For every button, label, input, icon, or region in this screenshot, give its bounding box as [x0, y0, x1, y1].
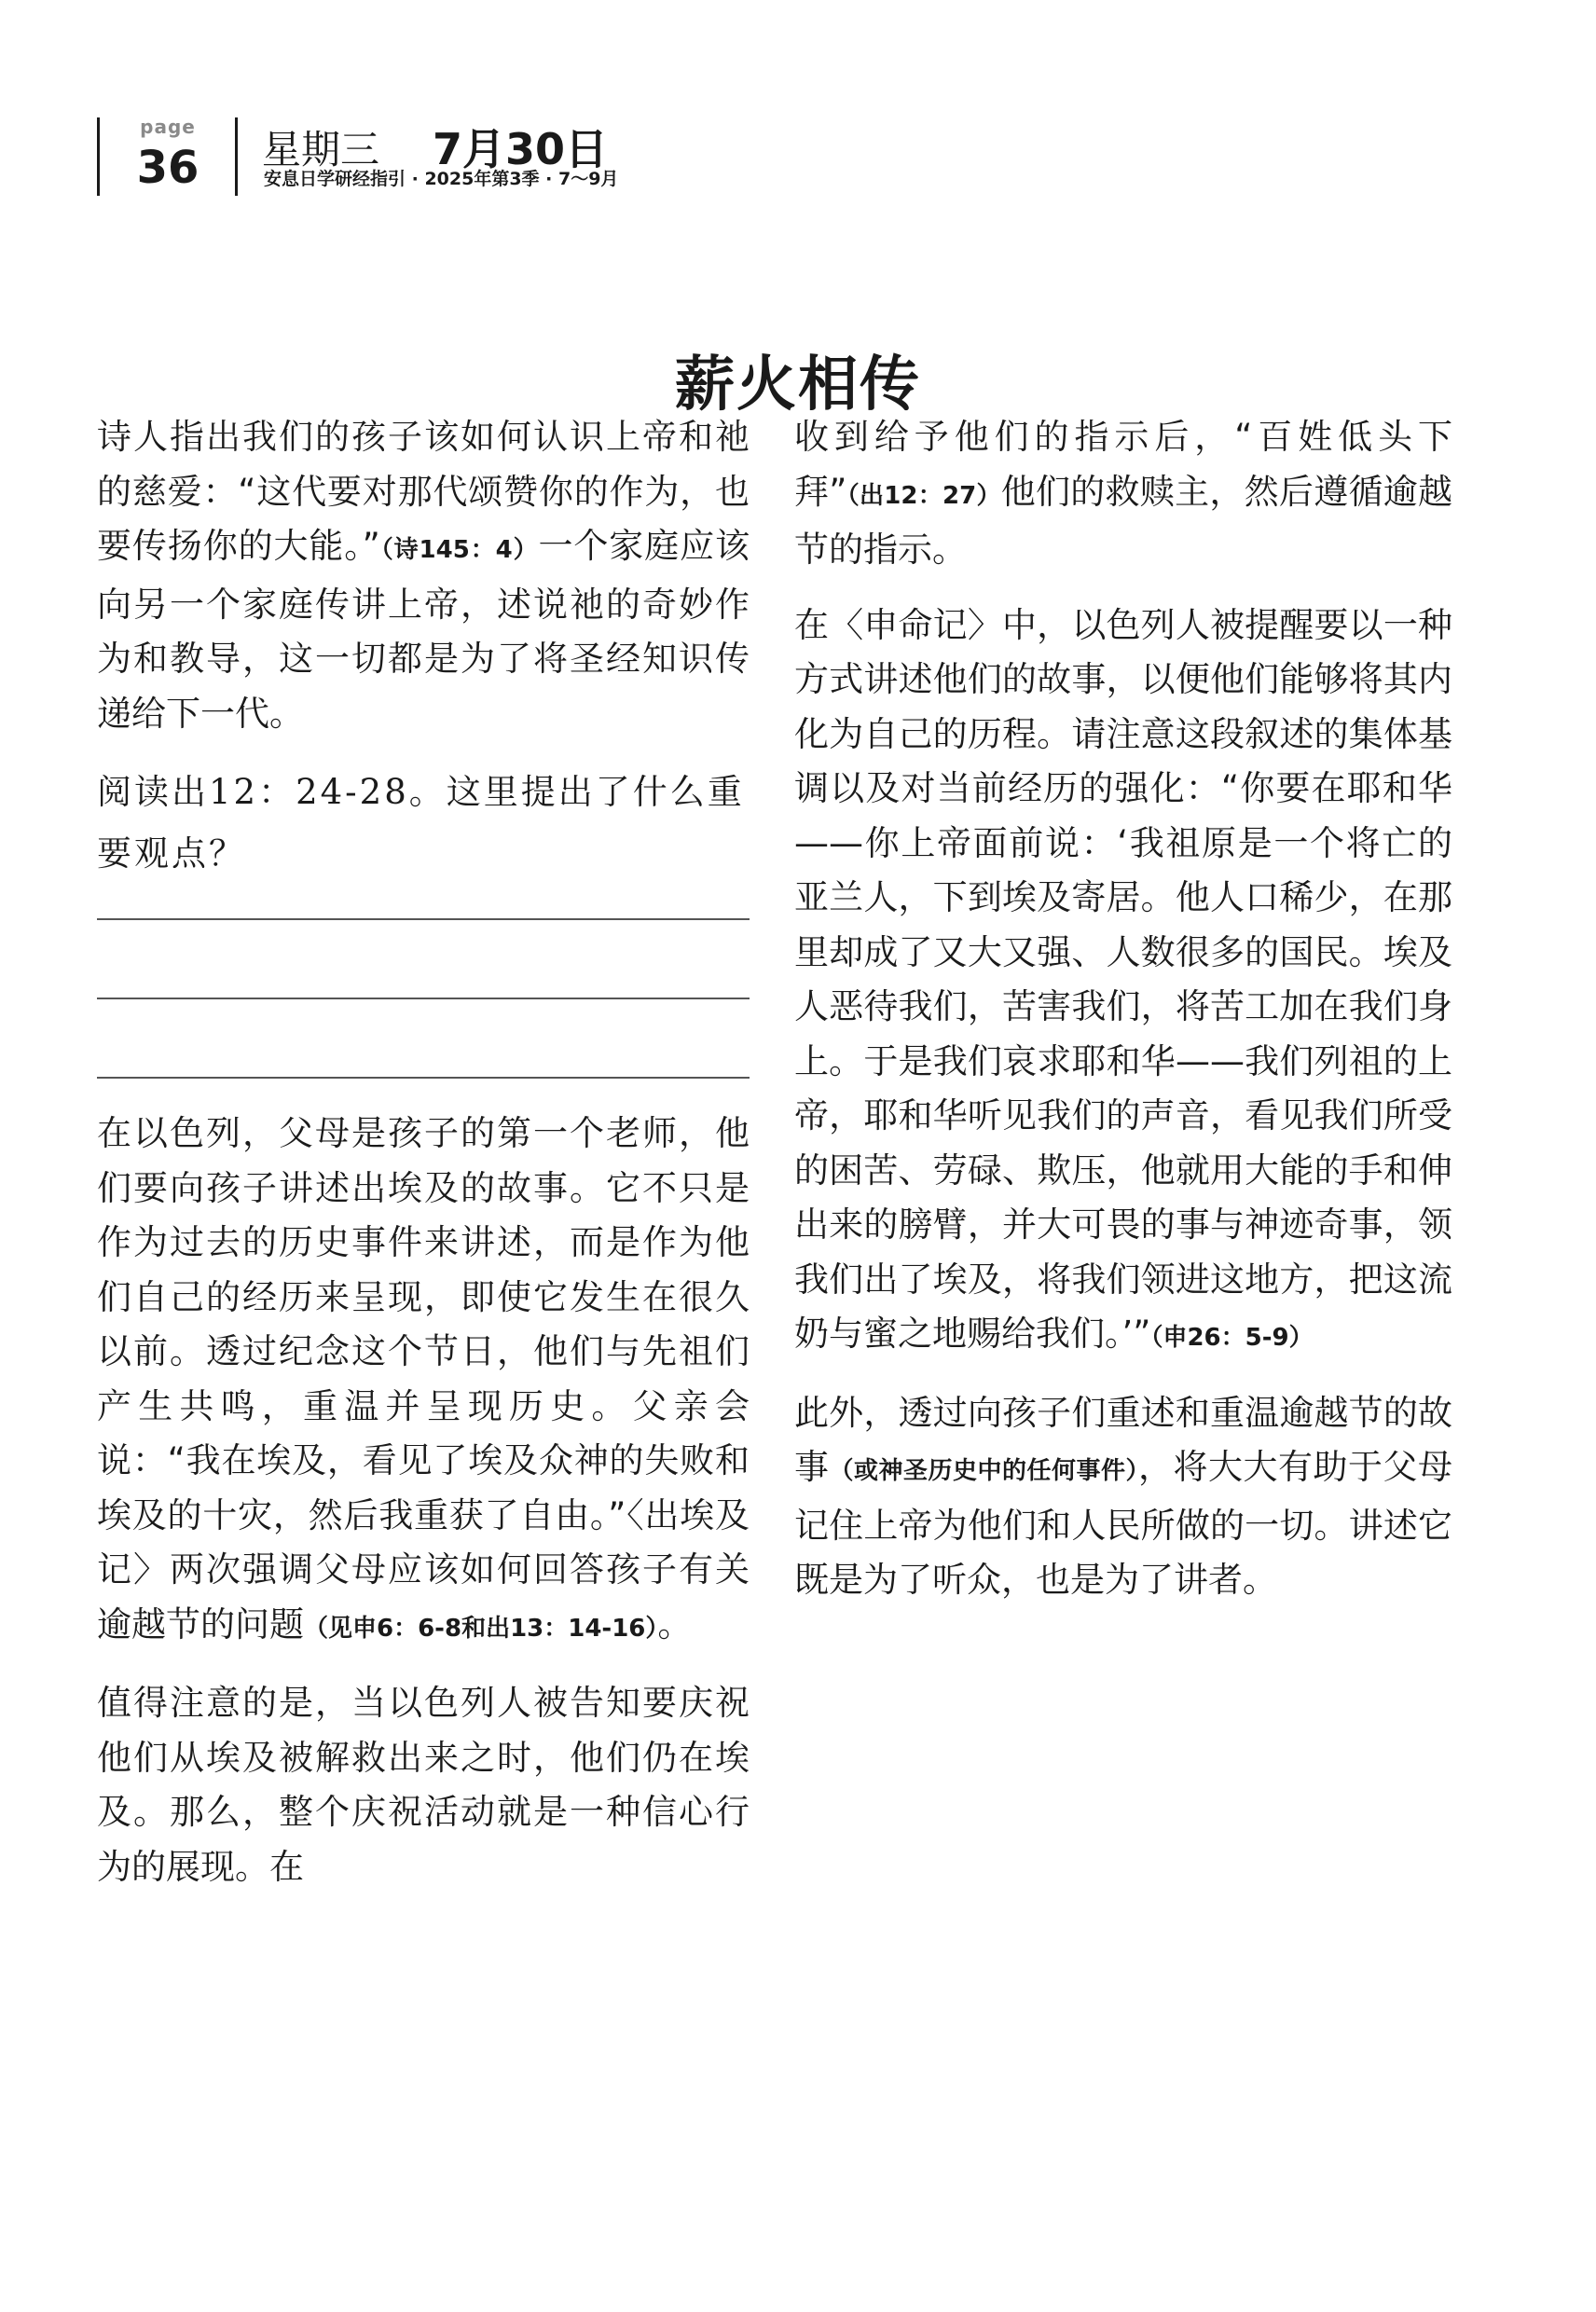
- page-title: 薪火相传: [675, 349, 921, 420]
- header-divider-mid: [235, 117, 238, 196]
- page-number: 36: [136, 142, 200, 194]
- paragraph-text: 在以色列，父母是孩子的第一个老师，他们要向孩子讲述出埃及的故事。它不只是作为过去的历史事件来讲述，而是作为他们自己的经历来呈现，即使它发生在很久以前。透过纪念这个节日，他们与先祖们产生共鸣，重温并呈现历史。父亲会说：“我在埃及，看见了埃及众神的失败和埃及的十灾，然后我重获了自由。”〈出埃及记〉两次强调父母应该如何回答孩子有关逾越节的问题: [97, 1113, 750, 1645]
- scripture-reference: （诗145：4）: [379, 536, 539, 564]
- paragraph-text: 值得注意的是，当以色列人被告知要庆祝他们从埃及被解救出来之时，他们仍在埃及。那么，整个庆祝活动就是一种信心行为的展现。在: [97, 1683, 750, 1887]
- right-column: [794, 410, 1452, 1629]
- paragraph-text: 一个家庭应该向另一个家庭传讲上帝，述说祂的奇妙作为和教导，这一切都是为了将圣经知识传递给下一代。: [97, 526, 750, 734]
- weekday: 星期三: [262, 127, 380, 172]
- paragraph-text: ，将大大有助于父母记住上帝为他们和人民所做的一切。讲述它既是为了听众，也是为了讲者。: [794, 1447, 1452, 1600]
- paragraph-6: [794, 1386, 1452, 1608]
- study-question: 阅读出12：24-28。这里提出了什么重要观点？: [97, 772, 745, 874]
- paragraph-2: [97, 1107, 750, 1656]
- paragraph-5: [794, 599, 1452, 1366]
- answer-line[interactable]: [97, 1077, 750, 1079]
- paragraph-3: [97, 1676, 750, 1894]
- date: 7月30日: [433, 124, 609, 174]
- paragraph-text: 。: [657, 1603, 693, 1645]
- paragraph-text: 在〈申命记〉中，以色列人被提醒要以一种方式讲述他们的故事，以便他们能够将其内化为自己的历程。请注意这段叙述的集体基调以及对当前经历的强化：“你要在耶和华——你上帝面前说：‘我祖原是一个将亡的亚兰人，下到埃及寄居。他人口稀少，在那里却成了又大又强、人数很多的国民。埃及人恶待我们，苦害我们，将苦工加在我们身上。于是我们哀求耶和华——我们列祖的上帝，耶和华听见我们的声音，看见我们所受的困苦、劳碌、欺压，他就用大能的手和伸出来的膀臂，并大可畏的事与神迹奇事，领我们出了埃及，将我们领进这地方，把这流奶与蜜之地赐给我们。’”: [794, 604, 1452, 1354]
- paragraph-4: [794, 410, 1452, 578]
- scripture-reference: （申26：5-9）: [1150, 1324, 1314, 1352]
- quarterly-subtitle: 安息日学研经指引 · 2025年第3季 · 7～9月: [264, 169, 619, 189]
- scripture-reference: （见申6：6-8和出13：14-16）: [304, 1614, 658, 1643]
- paragraph-text: 他们的救赎主，然后遵循逾越节的指示。: [794, 471, 1453, 570]
- scripture-reference: （或神圣历史中的任何事件）: [829, 1457, 1138, 1485]
- scripture-reference: （出12：27）: [846, 481, 1001, 510]
- answer-line[interactable]: [97, 918, 750, 920]
- paragraph-text: 此外，透过向孩子们重述和重温逾越节的故事: [794, 1392, 1452, 1487]
- answer-line[interactable]: [97, 998, 750, 999]
- page-label: page: [140, 116, 196, 138]
- paragraph-text: 诗人指出我们的孩子该如何认识上帝和祂的慈爱：“这代要对那代颂赞你的作为，也要传扬你的大能。”: [97, 417, 750, 566]
- answer-area: [97, 918, 750, 1079]
- header-divider-left: [97, 117, 100, 196]
- paragraph-text: 收到给予他们的指示后，“百姓低头下拜”: [794, 417, 1452, 512]
- paragraph-1: [97, 410, 750, 741]
- left-column: [97, 410, 750, 1915]
